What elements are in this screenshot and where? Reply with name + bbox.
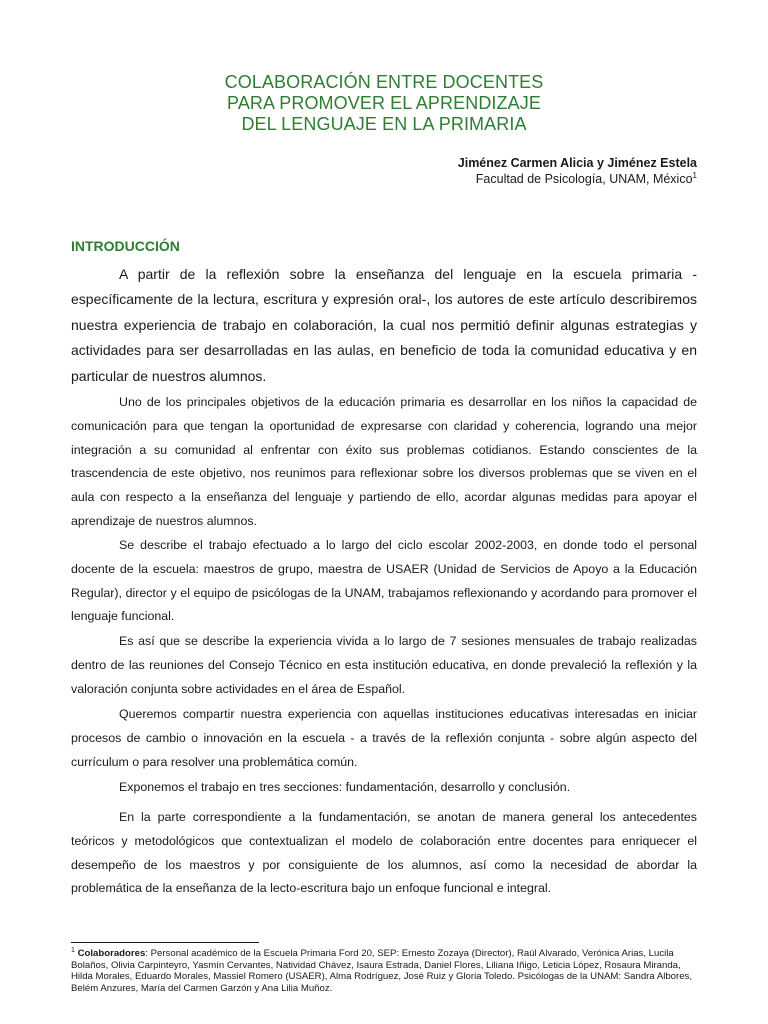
- paragraph-block-2: [71, 534, 697, 629]
- title-line-1: COLABORACIÓN ENTRE DOCENTES: [224, 72, 544, 92]
- author-affiliation-line: [458, 171, 697, 187]
- intro-paragraph: A partir de la reflexión sobre la enseñanza del lenguaje en la escuela primaria -específicamente de la lectura, escritura y expresión oral-, los autores de este artículo describiremos nuestra experiencia de trabajo en colaboración, la cual nos permitió definir algunas estrategias y actividades para ser desarrolladas en las aulas, en beneficio de toda la comunidad educativa y en particular de nuestros alumnos.: [71, 266, 697, 384]
- author-block: [458, 155, 697, 187]
- body-paragraph-1: Uno de los principales objetivos de la educación primaria es desarrollar en los niños la capacidad de comunicación para que tengan la oportunidad de expresarse con claridad y coherencia, logrando una mejor integración a su comunidad al enfrentar con éxito sus problemas cotidianos. Estando conscientes de la trascendencia de este objetivo, nos reunimos para reflexionar sobre los diversos problemas que se viven en el aula con respecto a la enseñanza del lenguaje y partiendo de ello, acordar algunas medidas para apoyar el aprendizaje de nuestros alumnos.: [71, 395, 697, 528]
- footnote-text: : Personal académico de la Escuela Primaria Ford 20, SEP: Ernesto Zozaya (Director), Raúl Alvarado, Verónica Arias, Lucila Bolaños, Olivia Carpinteyro, Yasmín Cervantes, Natividad Chávez, Isaura Estrada, Daniel Flores, Liliana Iñigo, Leticia López, Rosaura Miranda, Hilda Morales, Eduardo Morales, Massiel Romero (USAER), Alma Rodríguez, José Ruiz y Gloria Toledo. Psicólogas de la UNAM: Sandra Albores, Belém Anzures, María del Carmen Garzón y Ana Lilia Muñoz.: [71, 948, 693, 994]
- footnote-mark: 1: [71, 946, 75, 954]
- paragraph-block-4: [71, 703, 697, 774]
- footnote-divider: [71, 942, 259, 943]
- body-paragraph-2: Se describe el trabajo efectuado a lo largo del ciclo escolar 2002-2003, en donde todo el personal docente de la escuela: maestros de grupo, maestra de USAER (Unidad de Servicios de Apoyo a la Educación Regular), director y el equipo de psicólogas de la UNAM, trabajamos reflexionando y acordando para promover el lenguaje funcional.: [71, 538, 697, 624]
- body-paragraph-3: Es así que se describe la experiencia vivida a lo largo de 7 sesiones mensuales de trabajo realizadas dentro de las reuniones del Consejo Técnico en esta institución educativa, en donde prevaleció la reflexión y la valoración conjunta sobre actividades en el área de Español.: [71, 634, 697, 696]
- footnote-ref-mark: 1: [692, 170, 697, 180]
- paragraph-block-1: [71, 391, 697, 534]
- section-heading: INTRODUCCIÓN: [71, 238, 180, 254]
- author-names: Jiménez Carmen Alicia y Jiménez Estela: [457, 156, 697, 170]
- paragraph-block-6: [71, 806, 697, 901]
- title-line-3: DEL LENGUAJE EN LA PRIMARIA: [241, 114, 527, 134]
- paragraph-block-5: [71, 776, 697, 800]
- author-affiliation: Facultad de Psicología, UNAM, México: [475, 172, 693, 186]
- paragraph-block-3: [71, 630, 697, 701]
- footnote-label: Colaboradores: [77, 948, 146, 959]
- title-line-2: PARA PROMOVER EL APRENDIZAJE: [227, 93, 541, 113]
- body-paragraph-6: En la parte correspondiente a la fundamentación, se anotan de manera general los antecedentes teóricos y metodológicos que contextualizan el modelo de colaboración entre docentes para enriquecer el desempeño de los maestros y por consiguiente de los alumnos, así como la necesidad de abordar la problemática de la enseñanza de la lecto-escritura bajo un enfoque funcional e integral.: [71, 810, 697, 896]
- paper-title: [0, 72, 768, 135]
- intro-paragraph-block: [71, 262, 697, 389]
- body-paragraph-5: Exponemos el trabajo en tres secciones: fundamentación, desarrollo y conclusión.: [119, 780, 571, 794]
- body-paragraph-4: Queremos compartir nuestra experiencia con aquellas instituciones educativas interesadas en iniciar procesos de cambio o innovación en la escuela - a través de la reflexión conjunta - sobre algún aspecto del currículum o para resolver una problemática común.: [71, 707, 697, 769]
- footnote: [71, 948, 701, 994]
